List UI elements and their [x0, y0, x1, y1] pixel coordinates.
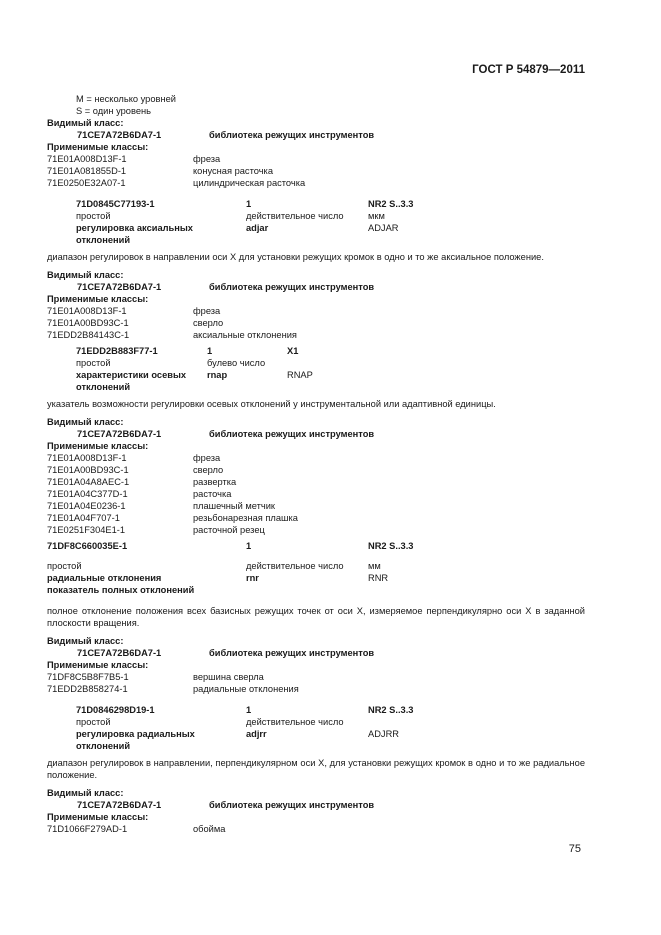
- property-symbol: rnap: [207, 370, 228, 380]
- property-description: полное отклонение положения всех базисных режущих точек от оси X, измеряемое перпендикулярно оси X в заданной плоскости вращения.: [47, 606, 585, 628]
- applicable-class-row: [47, 305, 585, 317]
- property-id: 71DF8C660035E-1: [47, 541, 128, 551]
- class-code: 71E01A008D13F-1: [47, 154, 127, 164]
- visible-class-name: библиотека режущих инструментов: [209, 648, 375, 658]
- property-name: регулировка аксиальных отклонений: [76, 223, 193, 245]
- visible-class-code: 71CE7A72B6DA7-1: [77, 800, 162, 810]
- class-code: 71E01A04A8AEC-1: [47, 477, 130, 487]
- class-name: резьбонарезная плашка: [193, 513, 298, 523]
- class-code: 71E0250E32A07-1: [47, 178, 126, 188]
- applicable-class-row: [47, 823, 585, 835]
- document-header: ГОСТ Р 54879—2011: [472, 64, 585, 76]
- class-name: вершина сверла: [193, 672, 264, 682]
- applicable-class-row: [47, 683, 585, 695]
- property-block-5: [47, 787, 585, 835]
- property-synonym: RNAP: [287, 370, 313, 380]
- class-name: фреза: [193, 306, 221, 316]
- page-number: 75: [568, 843, 581, 855]
- visible-class-label: Видимый класс:: [47, 417, 124, 427]
- visible-class-row: [47, 428, 585, 440]
- class-name: плашечный метчик: [193, 501, 276, 511]
- class-name: аксиальные отклонения: [193, 330, 297, 340]
- visible-class-label: Видимый класс:: [47, 118, 124, 128]
- class-name: развертка: [193, 477, 237, 487]
- class-name: расточка: [193, 489, 232, 499]
- property-block-1: [47, 117, 585, 263]
- applicable-class-row: [47, 317, 585, 329]
- applicable-class-row: [47, 165, 585, 177]
- property-datatype: действительное число: [246, 211, 344, 221]
- visible-class-label: Видимый класс:: [47, 788, 124, 798]
- class-code: 71E01A081855D-1: [47, 166, 127, 176]
- property-requirement: NR2 S..3.3: [368, 541, 414, 551]
- class-code: 71EDD2B858274-1: [47, 684, 128, 694]
- class-code: 71E01A00BD93C-1: [47, 465, 129, 475]
- property-unit: мм: [368, 561, 381, 571]
- applicable-class-row: [47, 452, 585, 464]
- class-name: радиальные отклонения: [193, 684, 299, 694]
- class-code: 71E01A04C377D-1: [47, 489, 128, 499]
- property-table: [47, 198, 585, 246]
- property-synonym: RNR: [368, 573, 389, 583]
- visible-class-row: [47, 281, 585, 293]
- property-description: диапазон регулировок в направлении оси X для установки режущих кромок в одно и то же аксиальное положение.: [47, 252, 544, 262]
- applicable-classes-label: Применимые классы:: [47, 660, 149, 670]
- property-name: радиальные отклонения: [47, 573, 162, 583]
- property-id: 71D0845C77193-1: [76, 199, 155, 209]
- document-body: [47, 93, 585, 835]
- property-id: 71EDD2B883F77-1: [76, 346, 158, 356]
- property-requirement: NR2 S..3.3: [368, 199, 414, 209]
- class-name: фреза: [193, 154, 221, 164]
- property-block-3: [47, 416, 585, 629]
- property-description: указатель возможности регулировки осевых отклонений у инструментальной или адаптивной единицы.: [47, 399, 496, 409]
- property-synonym: ADJRR: [368, 729, 399, 739]
- property-requirement: NR2 S..3.3: [368, 705, 414, 715]
- property-version: 1: [246, 705, 252, 715]
- visible-class-name: библиотека режущих инструментов: [209, 800, 375, 810]
- property-unit: мкм: [368, 211, 385, 221]
- applicable-class-row: [47, 177, 585, 189]
- class-code: 71E01A04E0236-1: [47, 501, 126, 511]
- property-datatype: булево число: [207, 358, 266, 368]
- class-code: 71E01A008D13F-1: [47, 453, 127, 463]
- property-full-name: показатель полных отклонений: [47, 585, 195, 595]
- property-version: 1: [207, 346, 213, 356]
- class-code: 71E01A04F707-1: [47, 513, 120, 523]
- applicable-class-row: [47, 464, 585, 476]
- class-code: 71E01A00BD93C-1: [47, 318, 129, 328]
- class-name: фреза: [193, 453, 221, 463]
- class-name: сверло: [193, 465, 224, 475]
- property-kind: простой: [76, 717, 111, 727]
- class-name: цилиндрическая расточка: [193, 178, 306, 188]
- intro-line: M = несколько уровней: [76, 94, 176, 104]
- property-symbol: adjar: [246, 223, 269, 233]
- applicable-classes-label: Применимые классы:: [47, 294, 149, 304]
- class-code: 71E0251F304E1-1: [47, 525, 126, 535]
- applicable-class-row: [47, 329, 585, 341]
- property-symbol: adjrr: [246, 729, 267, 739]
- applicable-classes-label: Применимые классы:: [47, 812, 149, 822]
- applicable-class-row: [47, 476, 585, 488]
- class-code: 71E01A008D13F-1: [47, 306, 127, 316]
- property-block-2: [47, 269, 585, 410]
- visible-class-name: библиотека режущих инструментов: [209, 429, 375, 439]
- property-kind: простой: [76, 358, 111, 368]
- visible-class-row: [47, 647, 585, 659]
- applicable-class-row: [47, 153, 585, 165]
- property-version: 1: [246, 199, 252, 209]
- applicable-class-row: [47, 500, 585, 512]
- applicable-class-row: [47, 488, 585, 500]
- class-code: 71D1066F279AD-1: [47, 824, 128, 834]
- visible-class-row: [47, 799, 585, 811]
- class-code: 71DF8C5B8F7B5-1: [47, 672, 129, 682]
- property-kind: простой: [47, 561, 82, 571]
- intro-line: S = один уровень: [76, 106, 151, 116]
- visible-class-label: Видимый класс:: [47, 270, 124, 280]
- property-datatype: действительное число: [246, 717, 344, 727]
- applicable-class-row: [47, 524, 585, 536]
- property-block-4: [47, 635, 585, 781]
- class-name: расточной резец: [193, 525, 265, 535]
- property-synonym: ADJAR: [368, 223, 399, 233]
- class-name: сверло: [193, 318, 224, 328]
- visible-class-name: библиотека режущих инструментов: [209, 130, 375, 140]
- property-kind: простой: [76, 211, 111, 221]
- property-id: 71D0846298D19-1: [76, 705, 155, 715]
- property-table: [47, 540, 585, 600]
- visible-class-code: 71CE7A72B6DA7-1: [77, 130, 162, 140]
- visible-class-label: Видимый класс:: [47, 636, 124, 646]
- property-name: регулировка радиальных отклонений: [76, 729, 195, 751]
- visible-class-code: 71CE7A72B6DA7-1: [77, 648, 162, 658]
- applicable-classes-label: Применимые классы:: [47, 142, 149, 152]
- property-name: характеристики осевых отклонений: [76, 370, 187, 392]
- applicable-class-row: [47, 512, 585, 524]
- class-name: конусная расточка: [193, 166, 273, 176]
- visible-class-name: библиотека режущих инструментов: [209, 282, 375, 292]
- property-description: диапазон регулировок в направлении, перпендикулярном оси X, для установки режущих кромок в одно и то же радиальное положение.: [47, 758, 585, 780]
- property-version: 1: [246, 541, 252, 551]
- class-code: 71EDD2B84143C-1: [47, 330, 130, 340]
- visible-class-code: 71CE7A72B6DA7-1: [77, 429, 162, 439]
- property-datatype: действительное число: [246, 561, 344, 571]
- applicable-classes-label: Применимые классы:: [47, 441, 149, 451]
- property-table: [47, 345, 585, 393]
- visible-class-row: [47, 129, 585, 141]
- visible-class-code: 71CE7A72B6DA7-1: [77, 282, 162, 292]
- property-symbol: rnr: [246, 573, 259, 583]
- property-requirement: X1: [287, 346, 299, 356]
- class-name: обойма: [193, 824, 226, 834]
- property-table: [47, 704, 585, 752]
- applicable-class-row: [47, 671, 585, 683]
